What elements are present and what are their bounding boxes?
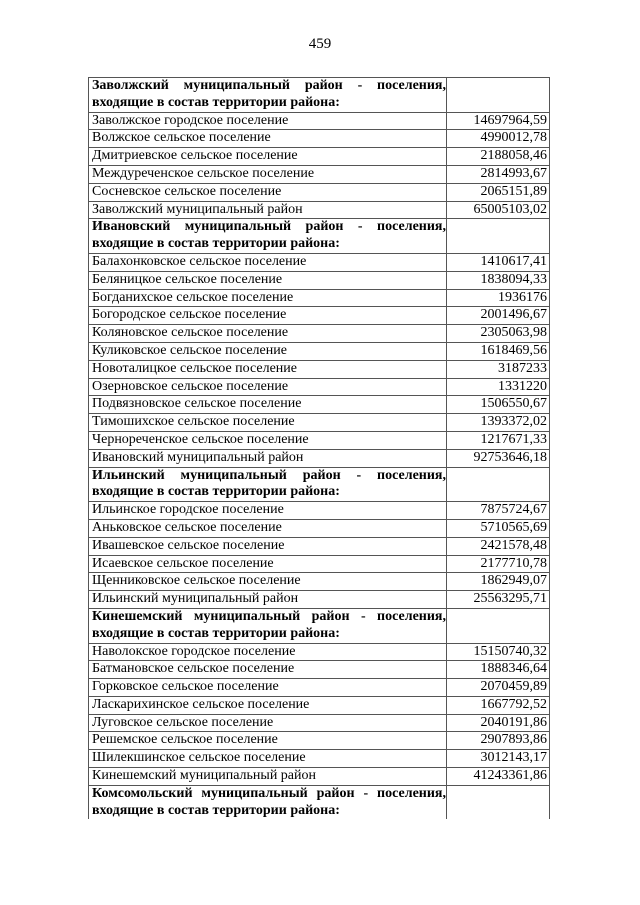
table-row: [89, 431, 550, 449]
settlement-name: Тимошихское сельское поселение: [89, 414, 447, 432]
settlement-name: Озерновское сельское поселение: [89, 378, 447, 396]
amount-value: 2065151,89: [447, 183, 550, 201]
settlement-name: Дмитриевское сельское поселение: [89, 148, 447, 166]
table-row: [89, 661, 550, 679]
table-row: [89, 183, 550, 201]
table-row: [89, 271, 550, 289]
settlement-name: Новоталицкое сельское поселение: [89, 360, 447, 378]
amount-value: 3012143,17: [447, 750, 550, 768]
amount-value: 25563295,71: [447, 591, 550, 609]
table-row: [89, 378, 550, 396]
amount-value: 1217671,33: [447, 431, 550, 449]
table-row: [89, 714, 550, 732]
settlement-name: Аньковское сельское поселение: [89, 519, 447, 537]
amount-value: 2814993,67: [447, 165, 550, 183]
table-row: [89, 537, 550, 555]
table-row: [89, 360, 550, 378]
amount-value: 1618469,56: [447, 342, 550, 360]
table-row: [89, 732, 550, 750]
settlement-name: Подвязновское сельское поселение: [89, 396, 447, 414]
amount-value: 1862949,07: [447, 573, 550, 591]
settlement-name: Богородское сельское поселение: [89, 307, 447, 325]
section-header: Кинешемский муниципальный район - поселения, входящие в состав территории района:: [89, 608, 447, 643]
section-header-row: [89, 608, 550, 643]
table-row: [89, 591, 550, 609]
table-row: [89, 519, 550, 537]
table-row: [89, 201, 550, 219]
table-row: [89, 643, 550, 661]
amount-value: 2907893,86: [447, 732, 550, 750]
section-header-value-empty: [447, 78, 550, 113]
amount-value: 1936176: [447, 289, 550, 307]
settlement-name: Кинешемский муниципальный район: [89, 768, 447, 786]
amount-value: 1667792,52: [447, 696, 550, 714]
section-header: Ивановский муниципальный район - поселения, входящие в состав территории района:: [89, 219, 447, 254]
amount-value: 3187233: [447, 360, 550, 378]
section-header-value-empty: [447, 785, 550, 819]
settlement-name: Беляницкое сельское поселение: [89, 271, 447, 289]
amount-value: 1838094,33: [447, 271, 550, 289]
amount-value: 2177710,78: [447, 555, 550, 573]
settlement-name: Ласкарихинское сельское поселение: [89, 696, 447, 714]
amount-value: 1410617,41: [447, 253, 550, 271]
settlement-name: Волжское сельское поселение: [89, 130, 447, 148]
page-number: 459: [308, 36, 332, 52]
settlement-name: Ивашевское сельское поселение: [89, 537, 447, 555]
amount-value: 4990012,78: [447, 130, 550, 148]
amount-value: 2305063,98: [447, 325, 550, 343]
table-row: [89, 396, 550, 414]
section-header: Комсомольский муниципальный район - поселения, входящие в состав территории района:: [89, 785, 447, 819]
amount-value: 5710565,69: [447, 519, 550, 537]
amount-value: 2188058,46: [447, 148, 550, 166]
section-header-row: [89, 467, 550, 502]
table-row: [89, 130, 550, 148]
settlement-name: Куликовское сельское поселение: [89, 342, 447, 360]
settlement-name: Наволокское городское поселение: [89, 643, 447, 661]
table-row: [89, 165, 550, 183]
table-row: [89, 679, 550, 697]
settlement-name: Горковское сельское поселение: [89, 679, 447, 697]
table-row: [89, 325, 550, 343]
section-header-row: [89, 78, 550, 113]
section-header: Заволжский муниципальный район - поселения, входящие в состав территории района:: [89, 78, 447, 113]
amount-value: 14697964,59: [447, 112, 550, 130]
table-row: [89, 696, 550, 714]
amount-value: 41243361,86: [447, 768, 550, 786]
section-header: Ильинский муниципальный район - поселения, входящие в состав территории района:: [89, 467, 447, 502]
settlement-name: Заволжский муниципальный район: [89, 201, 447, 219]
table-row: [89, 573, 550, 591]
table-row: [89, 112, 550, 130]
table-row: [89, 414, 550, 432]
amount-value: 1331220: [447, 378, 550, 396]
settlement-name: Щенниковское сельское поселение: [89, 573, 447, 591]
settlement-name: Батмановское сельское поселение: [89, 661, 447, 679]
amount-value: 15150740,32: [447, 643, 550, 661]
section-header-value-empty: [447, 219, 550, 254]
section-header-row: [89, 219, 550, 254]
table-row: [89, 750, 550, 768]
table-row: [89, 768, 550, 786]
amount-value: 1393372,02: [447, 414, 550, 432]
settlement-name: Чернореченское сельское поселение: [89, 431, 447, 449]
amount-value: 7875724,67: [447, 502, 550, 520]
settlement-name: Исаевское сельское поселение: [89, 555, 447, 573]
table-body: [89, 78, 550, 820]
table-row: [89, 502, 550, 520]
amount-value: 2070459,89: [447, 679, 550, 697]
table-row: [89, 148, 550, 166]
table-row: [89, 307, 550, 325]
amount-value: 92753646,18: [447, 449, 550, 467]
settlement-name: Шилекшинское сельское поселение: [89, 750, 447, 768]
settlement-name: Ивановский муниципальный район: [89, 449, 447, 467]
settlement-name: Балахонковское сельское поселение: [89, 253, 447, 271]
settlement-name: Луговское сельское поселение: [89, 714, 447, 732]
amount-value: 2001496,67: [447, 307, 550, 325]
settlement-name: Сосневское сельское поселение: [89, 183, 447, 201]
settlement-name: Коляновское сельское поселение: [89, 325, 447, 343]
settlement-name: Заволжское городское поселение: [89, 112, 447, 130]
settlement-name: Ильинский муниципальный район: [89, 591, 447, 609]
budget-allocation-table: [88, 77, 550, 819]
settlement-name: Решемское сельское поселение: [89, 732, 447, 750]
amount-value: 1506550,67: [447, 396, 550, 414]
table-row: [89, 449, 550, 467]
amount-value: 1888346,64: [447, 661, 550, 679]
section-header-row: [89, 785, 550, 819]
amount-value: 2421578,48: [447, 537, 550, 555]
table-row: [89, 289, 550, 307]
settlement-name: Междуреченское сельское поселение: [89, 165, 447, 183]
section-header-value-empty: [447, 608, 550, 643]
table-row: [89, 555, 550, 573]
section-header-value-empty: [447, 467, 550, 502]
table-row: [89, 342, 550, 360]
table-row: [89, 253, 550, 271]
amount-value: 65005103,02: [447, 201, 550, 219]
settlement-name: Богданихское сельское поселение: [89, 289, 447, 307]
amount-value: 2040191,86: [447, 714, 550, 732]
settlement-name: Ильинское городское поселение: [89, 502, 447, 520]
